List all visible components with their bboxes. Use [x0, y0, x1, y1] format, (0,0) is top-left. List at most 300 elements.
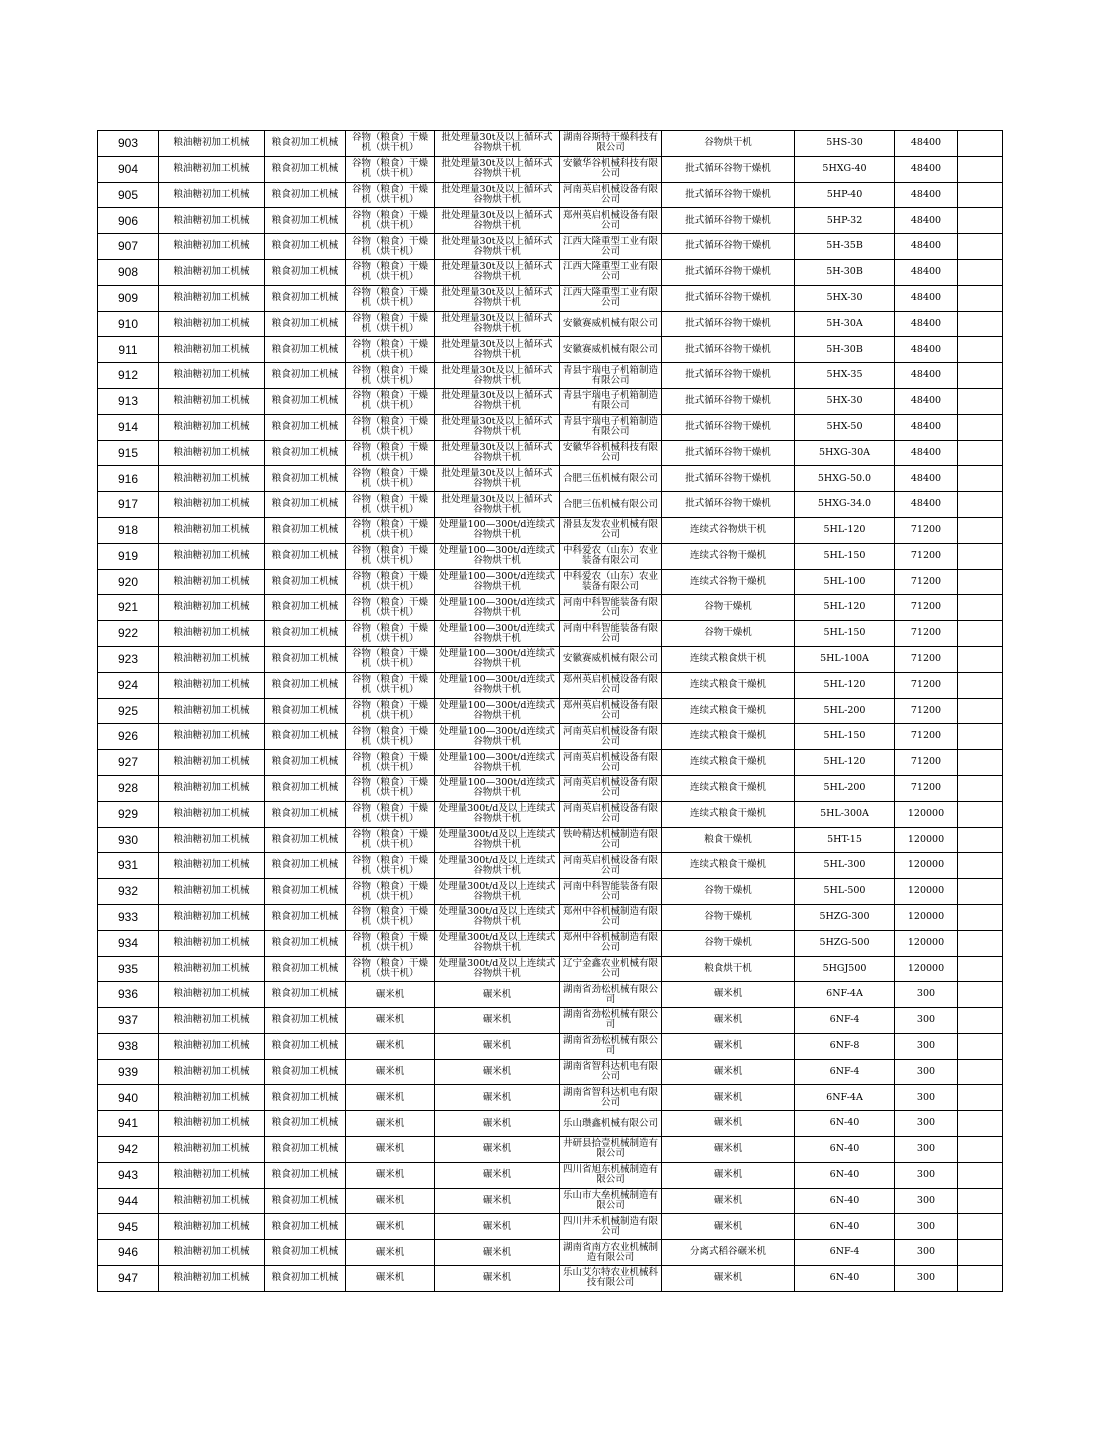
table-row: [98, 1240, 1003, 1266]
product-name-cell: 谷物干燥机: [662, 904, 795, 930]
table-row: [98, 1008, 1003, 1034]
model-number-cell: 5HZG-300: [795, 904, 895, 930]
model-number-cell: 5HL-200: [795, 775, 895, 801]
manufacturer-cell: 湖南谷斯特干燥科技有限公司: [560, 131, 662, 157]
model-number-cell: 5HL-120: [795, 517, 895, 543]
remark-cell: [958, 1188, 1003, 1214]
category-level3-cell: 谷物（粮食）干燥机（烘干机）: [346, 259, 435, 285]
category-level1-cell: 粮油糖初加工机械: [159, 930, 265, 956]
spec-grade-cell: 批处理量30t及以上循环式谷物烘干机: [435, 259, 560, 285]
subsidy-amount-cell: 48400: [895, 337, 958, 363]
model-number-cell: 5HL-100: [795, 569, 895, 595]
remark-cell: [958, 956, 1003, 982]
category-level2-cell: 粮食初加工机械: [265, 337, 346, 363]
subsidy-amount-cell: 48400: [895, 156, 958, 182]
remark-cell: [958, 930, 1003, 956]
category-level2-cell: 粮食初加工机械: [265, 621, 346, 647]
manufacturer-cell: 江西大隆重型工业有限公司: [560, 234, 662, 260]
product-name-cell: 连续式谷物干燥机: [662, 543, 795, 569]
remark-cell: [958, 1137, 1003, 1163]
row-number-cell: 942: [98, 1137, 159, 1163]
product-name-cell: 碾米机: [662, 1214, 795, 1240]
subsidy-amount-cell: 300: [895, 1111, 958, 1137]
subsidy-amount-cell: 300: [895, 1266, 958, 1292]
subsidy-amount-cell: 71200: [895, 698, 958, 724]
model-number-cell: 5HXG-50.0: [795, 466, 895, 492]
category-level2-cell: 粮食初加工机械: [265, 1188, 346, 1214]
subsidy-amount-cell: 48400: [895, 466, 958, 492]
category-level2-cell: 粮食初加工机械: [265, 1162, 346, 1188]
category-level2-cell: 粮食初加工机械: [265, 440, 346, 466]
remark-cell: [958, 801, 1003, 827]
product-name-cell: 批式循环谷物干燥机: [662, 363, 795, 389]
category-level2-cell: 粮食初加工机械: [265, 156, 346, 182]
manufacturer-cell: 江西大隆重型工业有限公司: [560, 259, 662, 285]
row-number-cell: 941: [98, 1111, 159, 1137]
subsidy-amount-cell: 300: [895, 1085, 958, 1111]
table-row: [98, 156, 1003, 182]
spec-grade-cell: 碾米机: [435, 1162, 560, 1188]
category-level1-cell: 粮油糖初加工机械: [159, 569, 265, 595]
row-number-cell: 920: [98, 569, 159, 595]
remark-cell: [958, 672, 1003, 698]
manufacturer-cell: 河南英启机械设备有限公司: [560, 775, 662, 801]
subsidy-amount-cell: 300: [895, 982, 958, 1008]
category-level2-cell: 粮食初加工机械: [265, 131, 346, 157]
manufacturer-cell: 铁岭精达机械制造有限公司: [560, 827, 662, 853]
category-level3-cell: 谷物（粮食）干燥机（烘干机）: [346, 775, 435, 801]
product-name-cell: 谷物干燥机: [662, 879, 795, 905]
subsidy-amount-cell: 120000: [895, 801, 958, 827]
spec-grade-cell: 处理量100—300t/d连续式谷物烘干机: [435, 672, 560, 698]
model-number-cell: 5HL-150: [795, 621, 895, 647]
spec-grade-cell: 碾米机: [435, 1188, 560, 1214]
table-row: [98, 1214, 1003, 1240]
table-row: [98, 982, 1003, 1008]
table-row: [98, 621, 1003, 647]
row-number-cell: 903: [98, 131, 159, 157]
subsidy-amount-cell: 120000: [895, 827, 958, 853]
category-level2-cell: 粮食初加工机械: [265, 595, 346, 621]
product-name-cell: 谷物干燥机: [662, 595, 795, 621]
remark-cell: [958, 724, 1003, 750]
category-level3-cell: 谷物（粮食）干燥机（烘干机）: [346, 131, 435, 157]
model-number-cell: 6N-40: [795, 1137, 895, 1163]
manufacturer-cell: 滑县友发农业机械有限公司: [560, 517, 662, 543]
category-level3-cell: 谷物（粮食）干燥机（烘干机）: [346, 930, 435, 956]
category-level1-cell: 粮油糖初加工机械: [159, 801, 265, 827]
remark-cell: [958, 904, 1003, 930]
category-level3-cell: 谷物（粮食）干燥机（烘干机）: [346, 156, 435, 182]
category-level3-cell: 碾米机: [346, 1059, 435, 1085]
category-level3-cell: 碾米机: [346, 1111, 435, 1137]
spec-grade-cell: 批处理量30t及以上循环式谷物烘干机: [435, 388, 560, 414]
category-level3-cell: 谷物（粮食）干燥机（烘干机）: [346, 234, 435, 260]
row-number-cell: 919: [98, 543, 159, 569]
table-row: [98, 517, 1003, 543]
category-level1-cell: 粮油糖初加工机械: [159, 724, 265, 750]
manufacturer-cell: 合肥三伍机械有限公司: [560, 466, 662, 492]
model-number-cell: 5HS-30: [795, 131, 895, 157]
category-level3-cell: 谷物（粮食）干燥机（烘干机）: [346, 311, 435, 337]
remark-cell: [958, 543, 1003, 569]
row-number-cell: 935: [98, 956, 159, 982]
spec-grade-cell: 处理量300t/d及以上连续式谷物烘干机: [435, 956, 560, 982]
row-number-cell: 940: [98, 1085, 159, 1111]
category-level2-cell: 粮食初加工机械: [265, 930, 346, 956]
product-name-cell: 分离式稻谷碾米机: [662, 1240, 795, 1266]
category-level2-cell: 粮食初加工机械: [265, 853, 346, 879]
category-level2-cell: 粮食初加工机械: [265, 363, 346, 389]
manufacturer-cell: 湖南省智科达机电有限公司: [560, 1059, 662, 1085]
table-row: [98, 337, 1003, 363]
category-level1-cell: 粮油糖初加工机械: [159, 1059, 265, 1085]
category-level3-cell: 谷物（粮食）干燥机（烘干机）: [346, 363, 435, 389]
model-number-cell: 5HL-150: [795, 543, 895, 569]
subsidy-amount-cell: 300: [895, 1033, 958, 1059]
product-name-cell: 碾米机: [662, 1085, 795, 1111]
spec-grade-cell: 处理量100—300t/d连续式谷物烘干机: [435, 543, 560, 569]
model-number-cell: 6N-40: [795, 1266, 895, 1292]
remark-cell: [958, 595, 1003, 621]
manufacturer-cell: 中科爱农（山东）农业装备有限公司: [560, 569, 662, 595]
remark-cell: [958, 517, 1003, 543]
subsidy-amount-cell: 48400: [895, 182, 958, 208]
model-number-cell: 5H-30B: [795, 259, 895, 285]
spec-grade-cell: 碾米机: [435, 982, 560, 1008]
category-level3-cell: 谷物（粮食）干燥机（烘干机）: [346, 801, 435, 827]
subsidy-amount-cell: 120000: [895, 879, 958, 905]
category-level1-cell: 粮油糖初加工机械: [159, 285, 265, 311]
manufacturer-cell: 湖南省劲松机械有限公司: [560, 1008, 662, 1034]
category-level2-cell: 粮食初加工机械: [265, 1111, 346, 1137]
remark-cell: [958, 440, 1003, 466]
model-number-cell: 6NF-4: [795, 1240, 895, 1266]
category-level3-cell: 谷物（粮食）干燥机（烘干机）: [346, 595, 435, 621]
category-level1-cell: 粮油糖初加工机械: [159, 1240, 265, 1266]
spec-grade-cell: 处理量100—300t/d连续式谷物烘干机: [435, 646, 560, 672]
category-level1-cell: 粮油糖初加工机械: [159, 827, 265, 853]
row-number-cell: 912: [98, 363, 159, 389]
spec-grade-cell: 批处理量30t及以上循环式谷物烘干机: [435, 131, 560, 157]
product-name-cell: 连续式粮食干燥机: [662, 775, 795, 801]
category-level1-cell: 粮油糖初加工机械: [159, 182, 265, 208]
category-level2-cell: 粮食初加工机械: [265, 956, 346, 982]
category-level2-cell: 粮食初加工机械: [265, 182, 346, 208]
category-level1-cell: 粮油糖初加工机械: [159, 904, 265, 930]
model-number-cell: 5HXG-34.0: [795, 492, 895, 518]
category-level3-cell: 谷物（粮食）干燥机（烘干机）: [346, 853, 435, 879]
remark-cell: [958, 879, 1003, 905]
category-level1-cell: 粮油糖初加工机械: [159, 646, 265, 672]
row-number-cell: 938: [98, 1033, 159, 1059]
subsidy-amount-cell: 120000: [895, 853, 958, 879]
category-level2-cell: 粮食初加工机械: [265, 569, 346, 595]
category-level2-cell: 粮食初加工机械: [265, 1033, 346, 1059]
row-number-cell: 910: [98, 311, 159, 337]
manufacturer-cell: 青县宇瑞电子机箱制造有限公司: [560, 388, 662, 414]
row-number-cell: 924: [98, 672, 159, 698]
row-number-cell: 937: [98, 1008, 159, 1034]
spec-grade-cell: 碾米机: [435, 1033, 560, 1059]
spec-grade-cell: 处理量100—300t/d连续式谷物烘干机: [435, 750, 560, 776]
table-row: [98, 1162, 1003, 1188]
subsidy-amount-cell: 300: [895, 1188, 958, 1214]
row-number-cell: 929: [98, 801, 159, 827]
category-level1-cell: 粮油糖初加工机械: [159, 982, 265, 1008]
category-level1-cell: 粮油糖初加工机械: [159, 853, 265, 879]
row-number-cell: 908: [98, 259, 159, 285]
manufacturer-cell: 河南中科智能装备有限公司: [560, 621, 662, 647]
product-name-cell: 碾米机: [662, 1137, 795, 1163]
category-level1-cell: 粮油糖初加工机械: [159, 1266, 265, 1292]
row-number-cell: 930: [98, 827, 159, 853]
subsidy-amount-cell: 300: [895, 1162, 958, 1188]
row-number-cell: 923: [98, 646, 159, 672]
category-level1-cell: 粮油糖初加工机械: [159, 466, 265, 492]
row-number-cell: 943: [98, 1162, 159, 1188]
product-name-cell: 碾米机: [662, 982, 795, 1008]
category-level2-cell: 粮食初加工机械: [265, 879, 346, 905]
category-level3-cell: 谷物（粮食）干燥机（烘干机）: [346, 904, 435, 930]
category-level2-cell: 粮食初加工机械: [265, 414, 346, 440]
row-number-cell: 917: [98, 492, 159, 518]
category-level2-cell: 粮食初加工机械: [265, 1008, 346, 1034]
model-number-cell: 5HGJ500: [795, 956, 895, 982]
manufacturer-cell: 四川井禾机械制造有限公司: [560, 1214, 662, 1240]
model-number-cell: 5HL-200: [795, 698, 895, 724]
product-name-cell: 谷物干燥机: [662, 621, 795, 647]
spec-grade-cell: 批处理量30t及以上循环式谷物烘干机: [435, 311, 560, 337]
manufacturer-cell: 河南英启机械设备有限公司: [560, 853, 662, 879]
category-level3-cell: 谷物（粮食）干燥机（烘干机）: [346, 388, 435, 414]
category-level3-cell: 碾米机: [346, 982, 435, 1008]
table-row: [98, 879, 1003, 905]
model-number-cell: 5HL-120: [795, 595, 895, 621]
remark-cell: [958, 492, 1003, 518]
category-level3-cell: 谷物（粮食）干燥机（烘干机）: [346, 543, 435, 569]
category-level3-cell: 谷物（粮食）干燥机（烘干机）: [346, 879, 435, 905]
product-name-cell: 批式循环谷物干燥机: [662, 337, 795, 363]
subsidy-amount-cell: 300: [895, 1137, 958, 1163]
subsidy-amount-cell: 48400: [895, 259, 958, 285]
row-number-cell: 934: [98, 930, 159, 956]
table-row: [98, 827, 1003, 853]
category-level3-cell: 谷物（粮食）干燥机（烘干机）: [346, 440, 435, 466]
table-row: [98, 208, 1003, 234]
category-level3-cell: 谷物（粮食）干燥机（烘干机）: [346, 569, 435, 595]
table-row: [98, 904, 1003, 930]
category-level3-cell: 碾米机: [346, 1162, 435, 1188]
row-number-cell: 944: [98, 1188, 159, 1214]
table-row: [98, 440, 1003, 466]
category-level3-cell: 谷物（粮食）干燥机（烘干机）: [346, 750, 435, 776]
spec-grade-cell: 处理量100—300t/d连续式谷物烘干机: [435, 517, 560, 543]
spec-grade-cell: 处理量300t/d及以上连续式谷物烘干机: [435, 879, 560, 905]
row-number-cell: 914: [98, 414, 159, 440]
model-number-cell: 5HL-150: [795, 724, 895, 750]
manufacturer-cell: 安徽华谷机械科技有限公司: [560, 156, 662, 182]
manufacturer-cell: 乐山瓒鑫机械有限公司: [560, 1111, 662, 1137]
table-row: [98, 234, 1003, 260]
category-level2-cell: 粮食初加工机械: [265, 827, 346, 853]
category-level3-cell: 谷物（粮食）干燥机（烘干机）: [346, 724, 435, 750]
category-level1-cell: 粮油糖初加工机械: [159, 259, 265, 285]
product-name-cell: 批式循环谷物干燥机: [662, 208, 795, 234]
category-level2-cell: 粮食初加工机械: [265, 646, 346, 672]
remark-cell: [958, 259, 1003, 285]
table-row: [98, 853, 1003, 879]
row-number-cell: 932: [98, 879, 159, 905]
category-level3-cell: 谷物（粮食）干燥机（烘干机）: [346, 466, 435, 492]
category-level2-cell: 粮食初加工机械: [265, 1085, 346, 1111]
model-number-cell: 6N-40: [795, 1188, 895, 1214]
subsidy-amount-cell: 48400: [895, 131, 958, 157]
row-number-cell: 916: [98, 466, 159, 492]
remark-cell: [958, 1240, 1003, 1266]
manufacturer-cell: 安徽赛威机械有限公司: [560, 311, 662, 337]
spec-grade-cell: 批处理量30t及以上循环式谷物烘干机: [435, 156, 560, 182]
category-level1-cell: 粮油糖初加工机械: [159, 775, 265, 801]
manufacturer-cell: 湖南省劲松机械有限公司: [560, 982, 662, 1008]
table-row: [98, 801, 1003, 827]
manufacturer-cell: 河南中科智能装备有限公司: [560, 595, 662, 621]
subsidy-amount-cell: 71200: [895, 517, 958, 543]
manufacturer-cell: 四川省旭东机械制造有限公司: [560, 1162, 662, 1188]
spec-grade-cell: 批处理量30t及以上循环式谷物烘干机: [435, 466, 560, 492]
subsidy-amount-cell: 48400: [895, 311, 958, 337]
category-level1-cell: 粮油糖初加工机械: [159, 750, 265, 776]
table-row: [98, 131, 1003, 157]
category-level2-cell: 粮食初加工机械: [265, 724, 346, 750]
spec-grade-cell: 碾米机: [435, 1085, 560, 1111]
subsidy-amount-cell: 71200: [895, 621, 958, 647]
model-number-cell: 5HZG-500: [795, 930, 895, 956]
spec-grade-cell: 批处理量30t及以上循环式谷物烘干机: [435, 363, 560, 389]
table-row: [98, 285, 1003, 311]
category-level2-cell: 粮食初加工机械: [265, 492, 346, 518]
product-name-cell: 批式循环谷物干燥机: [662, 285, 795, 311]
model-number-cell: 5HL-300: [795, 853, 895, 879]
subsidy-amount-cell: 300: [895, 1008, 958, 1034]
table-row: [98, 595, 1003, 621]
table-row: [98, 363, 1003, 389]
row-number-cell: 905: [98, 182, 159, 208]
spec-grade-cell: 碾米机: [435, 1111, 560, 1137]
spec-grade-cell: 处理量300t/d及以上连续式谷物烘干机: [435, 930, 560, 956]
product-name-cell: 碾米机: [662, 1008, 795, 1034]
remark-cell: [958, 414, 1003, 440]
remark-cell: [958, 1214, 1003, 1240]
remark-cell: [958, 131, 1003, 157]
remark-cell: [958, 182, 1003, 208]
manufacturer-cell: 郑州英启机械设备有限公司: [560, 672, 662, 698]
model-number-cell: 6NF-4: [795, 1059, 895, 1085]
spec-grade-cell: 批处理量30t及以上循环式谷物烘干机: [435, 182, 560, 208]
subsidy-amount-cell: 300: [895, 1059, 958, 1085]
category-level1-cell: 粮油糖初加工机械: [159, 1008, 265, 1034]
manufacturer-cell: 乐山艾尔特农业机械科技有限公司: [560, 1266, 662, 1292]
manufacturer-cell: 中科爱农（山东）农业装备有限公司: [560, 543, 662, 569]
category-level3-cell: 碾米机: [346, 1240, 435, 1266]
category-level2-cell: 粮食初加工机械: [265, 234, 346, 260]
manufacturer-cell: 合肥三伍机械有限公司: [560, 492, 662, 518]
subsidy-amount-cell: 120000: [895, 956, 958, 982]
table-row: [98, 182, 1003, 208]
manufacturer-cell: 安徽华谷机械科技有限公司: [560, 440, 662, 466]
model-number-cell: 5HP-32: [795, 208, 895, 234]
manufacturer-cell: 辽宁金鑫农业机械有限公司: [560, 956, 662, 982]
product-name-cell: 批式循环谷物干燥机: [662, 234, 795, 260]
remark-cell: [958, 853, 1003, 879]
table-row: [98, 492, 1003, 518]
category-level1-cell: 粮油糖初加工机械: [159, 621, 265, 647]
spec-grade-cell: 批处理量30t及以上循环式谷物烘干机: [435, 440, 560, 466]
spec-grade-cell: 碾米机: [435, 1059, 560, 1085]
product-name-cell: 批式循环谷物干燥机: [662, 492, 795, 518]
product-name-cell: 连续式粮食干燥机: [662, 801, 795, 827]
category-level1-cell: 粮油糖初加工机械: [159, 1085, 265, 1111]
spec-grade-cell: 批处理量30t及以上循环式谷物烘干机: [435, 234, 560, 260]
table-row: [98, 259, 1003, 285]
category-level3-cell: 谷物（粮食）干燥机（烘干机）: [346, 492, 435, 518]
table-row: [98, 1085, 1003, 1111]
model-number-cell: 5HX-30: [795, 388, 895, 414]
category-level1-cell: 粮油糖初加工机械: [159, 311, 265, 337]
row-number-cell: 936: [98, 982, 159, 1008]
remark-cell: [958, 982, 1003, 1008]
model-number-cell: 5HX-35: [795, 363, 895, 389]
category-level2-cell: 粮食初加工机械: [265, 904, 346, 930]
subsidy-amount-cell: 48400: [895, 363, 958, 389]
table-row: [98, 1137, 1003, 1163]
subsidy-amount-cell: 71200: [895, 543, 958, 569]
category-level2-cell: 粮食初加工机械: [265, 388, 346, 414]
product-name-cell: 碾米机: [662, 1188, 795, 1214]
subsidy-amount-cell: 48400: [895, 285, 958, 311]
row-number-cell: 927: [98, 750, 159, 776]
product-name-cell: 批式循环谷物干燥机: [662, 156, 795, 182]
category-level1-cell: 粮油糖初加工机械: [159, 492, 265, 518]
table-row: [98, 724, 1003, 750]
manufacturer-cell: 江西大隆重型工业有限公司: [560, 285, 662, 311]
remark-cell: [958, 775, 1003, 801]
category-level2-cell: 粮食初加工机械: [265, 285, 346, 311]
table-row: [98, 466, 1003, 492]
model-number-cell: 5HL-120: [795, 750, 895, 776]
table-row: [98, 1188, 1003, 1214]
category-level1-cell: 粮油糖初加工机械: [159, 543, 265, 569]
spec-grade-cell: 碾米机: [435, 1137, 560, 1163]
table-row: [98, 311, 1003, 337]
product-name-cell: 连续式粮食干燥机: [662, 724, 795, 750]
row-number-cell: 907: [98, 234, 159, 260]
subsidy-product-table: [97, 130, 1003, 1292]
category-level1-cell: 粮油糖初加工机械: [159, 234, 265, 260]
model-number-cell: 6N-40: [795, 1162, 895, 1188]
product-name-cell: 批式循环谷物干燥机: [662, 440, 795, 466]
table-row: [98, 956, 1003, 982]
model-number-cell: 6N-40: [795, 1214, 895, 1240]
spec-grade-cell: 碾米机: [435, 1240, 560, 1266]
row-number-cell: 915: [98, 440, 159, 466]
row-number-cell: 921: [98, 595, 159, 621]
product-name-cell: 连续式粮食干燥机: [662, 672, 795, 698]
category-level1-cell: 粮油糖初加工机械: [159, 1111, 265, 1137]
category-level3-cell: 谷物（粮食）干燥机（烘干机）: [346, 698, 435, 724]
model-number-cell: 5HT-15: [795, 827, 895, 853]
spec-grade-cell: 处理量100—300t/d连续式谷物烘干机: [435, 569, 560, 595]
